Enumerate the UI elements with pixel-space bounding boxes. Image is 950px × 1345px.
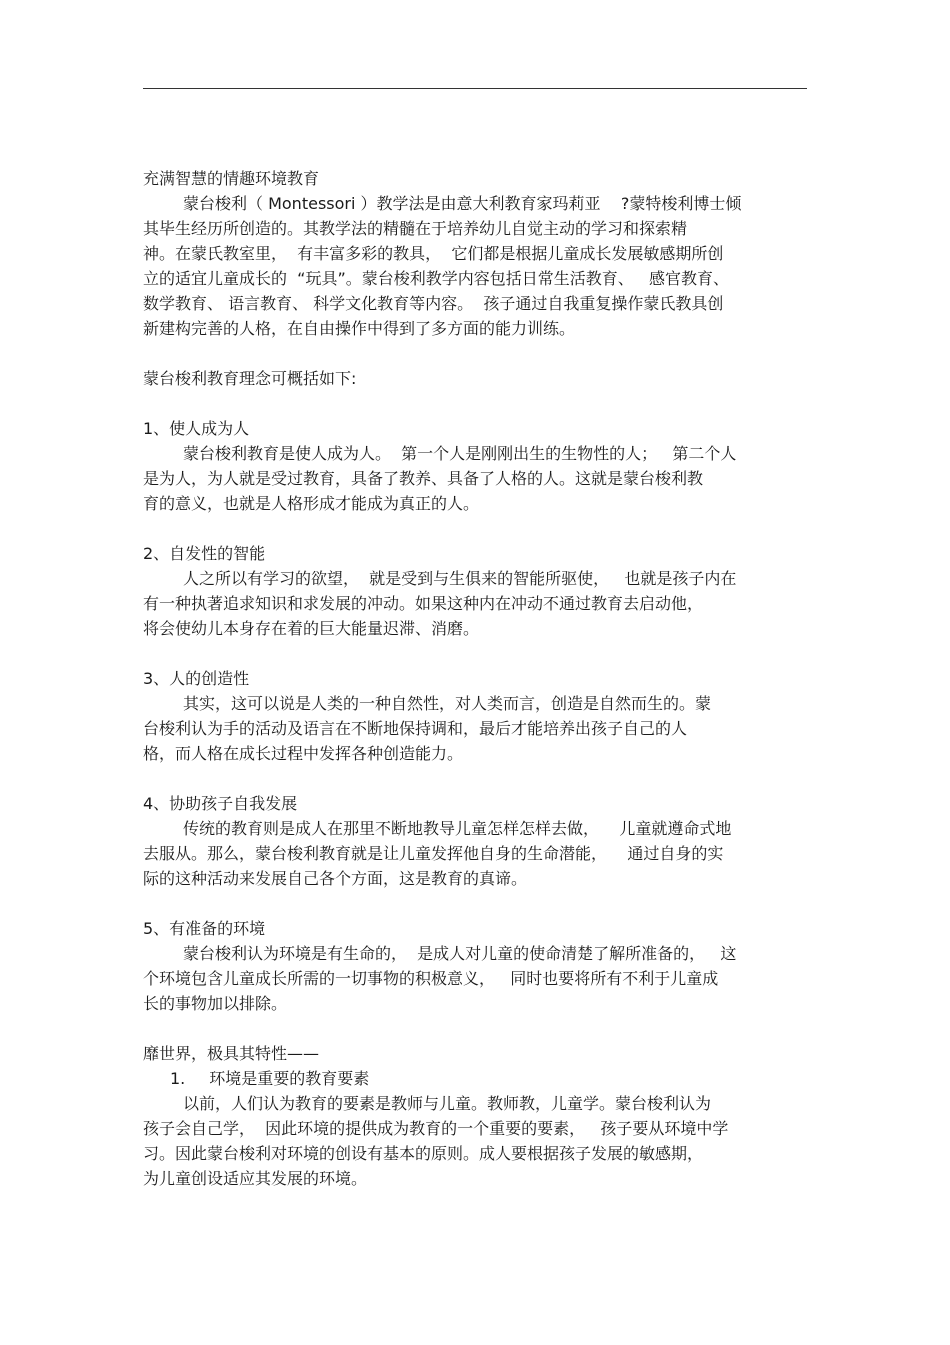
- intro-line: 数学教育、 语言教育、 科学文化教育等内容。 孩子通过自我重复操作蒙氏教具创: [143, 294, 724, 313]
- document-title: 充满智慧的情趣环境教育: [143, 169, 320, 188]
- section-heading: 3、人的创造性: [143, 669, 250, 688]
- closing-line: 习。因此蒙台梭利对环境的创设有基本的原则。成人要根据孩子发展的敏感期，: [143, 1144, 704, 1163]
- closing-heading: 靡世界，极具其特性——: [143, 1044, 320, 1063]
- closing-line: 以前，人们认为教育的要素是教师与儿童。教师教，儿童学。蒙台梭利认为: [183, 1094, 712, 1113]
- section-heading: 4、协助孩子自我发展: [143, 794, 298, 813]
- intro-line: 其毕生经历所创造的。其教学法的精髓在于培养幼儿自觉主动的学习和探索精: [143, 219, 688, 238]
- section-line: 个环境包含儿童成长所需的一切事物的积极意义， 同时也要将所有不利于儿童成: [143, 969, 719, 988]
- section-heading: 5、有准备的环境: [143, 919, 266, 938]
- spacer: [143, 1016, 807, 1041]
- spacer: [143, 641, 807, 666]
- spacer: [143, 891, 807, 916]
- section-line: 台梭利认为手的活动及语言在不断地保持调和，最后才能培养出孩子自己的人: [143, 719, 688, 738]
- intro-line: 立的适宜儿童成长的 “玩具”。蒙台梭利教学内容包括日常生活教育、 感官教育、: [143, 269, 730, 288]
- spacer: [143, 516, 807, 541]
- section-line: 人之所以有学习的欲望， 就是受到与生俱来的智能所驱使， 也就是孩子内在: [183, 569, 737, 588]
- section-heading: 2、自发性的智能: [143, 544, 266, 563]
- summary-heading: 蒙台梭利教育理念可概括如下:: [143, 369, 357, 388]
- spacer: [143, 391, 807, 416]
- section-line: 是为人，为人就是受过教育，具备了教养、具备了人格的人。这就是蒙台梭利教: [143, 469, 704, 488]
- section-line: 育的意义，也就是人格形成才能成为真正的人。: [143, 494, 480, 513]
- header-rule: [143, 88, 807, 89]
- list-item-number: 1.: [170, 1069, 186, 1088]
- section-line: 将会使幼儿本身存在着的巨大能量迟滞、消磨。: [143, 619, 480, 638]
- section-line: 长的事物加以排除。: [143, 994, 288, 1013]
- section-line: 际的这种活动来发展自己各个方面，这是教育的真谛。: [143, 869, 528, 888]
- spacer: [143, 341, 807, 366]
- section-line: 蒙台梭利教育是使人成为人。 第一个人是刚刚出生的生物性的人； 第二个人: [183, 444, 737, 463]
- section-line: 传统的教育则是成人在那里不断地教导儿童怎样怎样去做， 儿童就遵命式地: [183, 819, 732, 838]
- closing-line: 为儿童创设适应其发展的环境。: [143, 1169, 368, 1188]
- section-line: 蒙台梭利认为环境是有生命的， 是成人对儿童的使命清楚了解所准备的， 这: [183, 944, 737, 963]
- section-line: 有一种执著追求知识和求发展的冲动。如果这种内在冲动不通过教育去启动他，: [143, 594, 704, 613]
- list-item: [143, 1066, 807, 1091]
- intro-line: 新建构完善的人格，在自由操作中得到了多方面的能力训练。: [143, 319, 576, 338]
- list-item-label: 环境是重要的教育要素: [209, 1069, 370, 1088]
- spacer: [143, 766, 807, 791]
- section-line: 去服从。那么，蒙台梭利教育就是让儿童发挥他自身的生命潜能， 通过自身的实: [143, 844, 724, 863]
- intro-line: 蒙台梭利（ Montessori ）教学法是由意大利教育家玛莉亚 ?蒙特梭利博士倾: [183, 194, 742, 213]
- document-body: [143, 166, 807, 1191]
- closing-line: 孩子会自己学， 因此环境的提供成为教育的一个重要的要素， 孩子要从环境中学: [143, 1119, 729, 1138]
- intro-line: 神。在蒙氏教室里， 有丰富多彩的教具， 它们都是根据儿童成长发展敏感期所创: [143, 244, 724, 263]
- section-heading: 1、使人成为人: [143, 419, 250, 438]
- section-line: 其实，这可以说是人类的一种自然性，对人类而言，创造是自然而生的。蒙: [183, 694, 712, 713]
- section-line: 格，而人格在成长过程中发挥各种创造能力。: [143, 744, 464, 763]
